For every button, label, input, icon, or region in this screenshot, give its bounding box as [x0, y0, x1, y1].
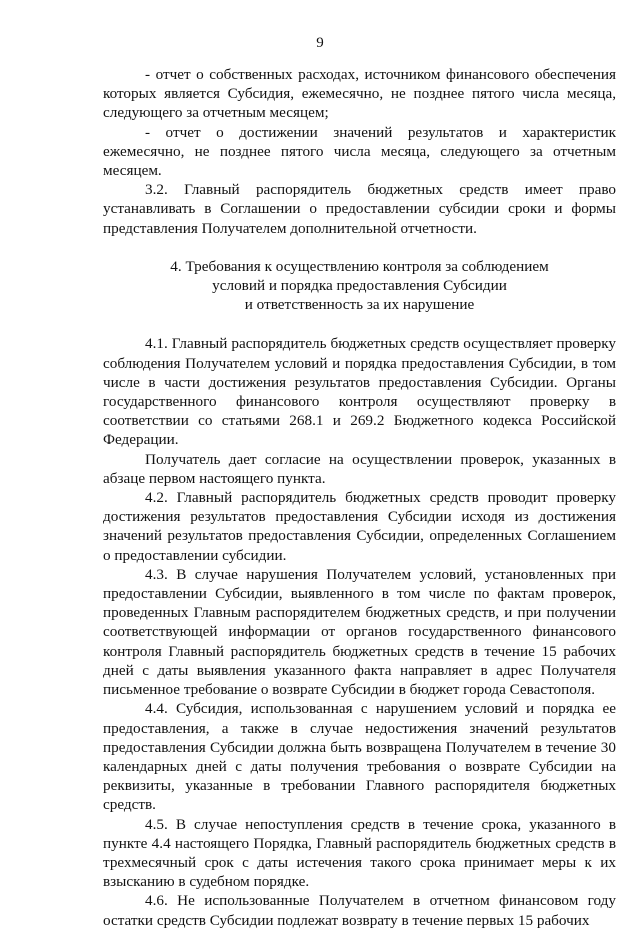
section-heading-line-1: 4. Требования к осуществлению контроля за соблюдением [170, 257, 549, 275]
paragraph-4-6: 4.6. Не использованные Получателем в отчетном финансовом году остатки средств Субсидии подлежат возврату в течение первых 15 рабочих [103, 892, 616, 929]
section-heading [103, 257, 616, 315]
page-number: 9 [316, 35, 324, 51]
paragraph-4-5: 4.5. В случае непоступления средств в течение срока, указанного в пункте 4.4 настоящего Порядка, Главный распорядитель бюджетных средств в трехмесячный срок с даты истечения такого срока принимает меры к их взысканию в судебном порядке. [103, 815, 616, 891]
section-heading-line-3: и ответственность за их нарушение [244, 296, 475, 314]
paragraph-4-3: 4.3. В случае нарушения Получателем условий, установленных при предоставлении Субсидии, выявленного в том числе по фактам проверок, проведенных Главным распорядителем бюджетных средств, и при получении соответствующей информации от органов государственного финансового контроля Главный распорядитель бюджетных средств в течение 15 рабочих дней с даты выявления указанного факта направляет в адрес Получателя письменное требование о возврате Субсидии в бюджет города Севастополя. [103, 565, 616, 699]
document-body [103, 65, 616, 930]
paragraph-4-2: 4.2. Главный распорядитель бюджетных средств проводит проверку достижения результатов предоставления Субсидии исходя из достижения значений результатов предоставления Субсидии, определенных Соглашением о предоставлении субсидии. [103, 489, 616, 564]
section-heading-line-2: условий и порядка предоставления Субсидии [212, 277, 507, 295]
paragraph-report-own-expenses: - отчет о собственных расходах, источником финансового обеспечения которых является Субсидия, ежемесячно, не позднее пятого числа месяца, следующего за отчетным месяцем; [103, 66, 616, 122]
paragraph-3-2: 3.2. Главный распорядитель бюджетных средств имеет право устанавливать в Соглашении о предоставлении субсидии сроки и формы представления Получателем дополнительной отчетности. [103, 181, 616, 237]
paragraph-4-4: 4.4. Субсидия, использованная с нарушением условий и порядка ее предоставления, а также в случае недостижения значений результатов предоставления Субсидии должна быть возвращена Получателем в течение 30 календарных дней с даты получения требования о возврате Субсидии на реквизиты, указанные в требовании Главного распорядителя бюджетных средств. [103, 700, 616, 814]
paragraph-4-1: 4.1. Главный распорядитель бюджетных средств осуществляет проверку соблюдения Получателем условий и порядка предоставления Субсидии, в том числе в части достижения результатов предоставления Субсидии. Органы государственного финансового контроля осуществляют проверку в соответствии со статьями 268.1 и 269.2 Бюджетного кодекса Российской Федерации. [103, 335, 616, 449]
paragraph-report-results: - отчет о достижении значений результатов и характеристик ежемесячно, не позднее пятого числа месяца, следующего за отчетным месяцем. [103, 123, 616, 180]
paragraph-4-1-consent: Получатель дает согласие на осуществлении проверок, указанных в абзаце первом настоящего пункта. [103, 450, 616, 487]
